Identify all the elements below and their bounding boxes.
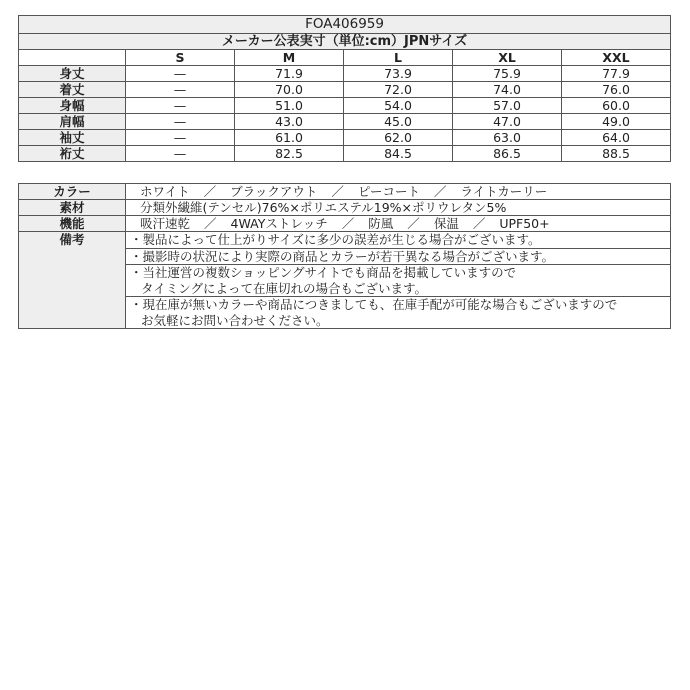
cell: — — [126, 82, 235, 98]
table-row — [19, 130, 671, 146]
note-line: ・撮影時の状況により実際の商品とカラーが若干異なる場合がございます。 — [130, 248, 555, 264]
row-label: 裄丈 — [19, 146, 126, 162]
size-header-m: M — [235, 50, 344, 66]
cell: 45.0 — [344, 114, 453, 130]
table-row — [19, 82, 671, 98]
notes-label: 備考 — [19, 232, 126, 329]
table-row — [19, 66, 671, 82]
row-label: 肩幅 — [19, 114, 126, 130]
color-item: ブラックアウト — [230, 184, 318, 199]
cell: 73.9 — [344, 66, 453, 82]
separator: ／ — [204, 216, 217, 231]
cell: 64.0 — [562, 130, 671, 146]
function-item: 保温 — [433, 216, 459, 231]
cell: 43.0 — [235, 114, 344, 130]
cell: 72.0 — [344, 82, 453, 98]
color-label: カラー — [19, 184, 126, 200]
function-item: 4WAYストレッチ — [230, 216, 328, 231]
cell: — — [126, 130, 235, 146]
cell: — — [126, 146, 235, 162]
cell: 74.0 — [453, 82, 562, 98]
size-table — [18, 15, 671, 162]
cell: 84.5 — [344, 146, 453, 162]
function-row — [19, 216, 671, 232]
material-value: 分類外繊維(テンセル)76%×ポリエステル19%×ポリウレタン5% — [126, 200, 671, 216]
material-label: 素材 — [19, 200, 126, 216]
table-row — [19, 146, 671, 162]
cell: 49.0 — [562, 114, 671, 130]
row-label: 身丈 — [19, 66, 126, 82]
note-line: タイミングによって在庫切れの場合もございます。 — [141, 280, 428, 296]
note-line: ・当社運営の複数ショッピングサイトでも商品を掲載していますので — [130, 265, 517, 280]
color-values — [126, 184, 671, 200]
cell: 77.9 — [562, 66, 671, 82]
cell: 82.5 — [235, 146, 344, 162]
cell: — — [126, 114, 235, 130]
size-header-xxl: XXL — [562, 50, 671, 66]
size-table-subtitle: メーカー公表実寸（単位:cm）JPNサイズ — [19, 34, 671, 50]
cell: 71.9 — [235, 66, 344, 82]
separator: ／ — [407, 216, 420, 231]
cell: 47.0 — [453, 114, 562, 130]
note-item — [126, 297, 671, 329]
table-row — [19, 98, 671, 114]
cell: — — [126, 66, 235, 82]
cell: 75.9 — [453, 66, 562, 82]
note-line: お気軽にお問い合わせください。 — [141, 312, 329, 328]
function-item: 吸汗速乾 — [140, 216, 191, 231]
separator: ／ — [341, 216, 355, 231]
cell: 86.5 — [453, 146, 562, 162]
cell: 61.0 — [235, 130, 344, 146]
function-item: UPF50+ — [499, 216, 550, 231]
cell: 62.0 — [344, 130, 453, 146]
color-item: ライトカーリー — [460, 184, 548, 199]
note-item — [126, 248, 671, 265]
note-item — [126, 265, 671, 297]
cell: 63.0 — [453, 130, 562, 146]
note-item — [126, 232, 671, 249]
function-label: 機能 — [19, 216, 126, 232]
size-header-s: S — [126, 50, 235, 66]
separator: ／ — [203, 184, 217, 199]
spec-table — [18, 183, 671, 329]
size-header-row — [19, 50, 671, 66]
separator: ／ — [331, 184, 344, 199]
color-item: ホワイト — [140, 184, 190, 199]
size-header-xl: XL — [453, 50, 562, 66]
size-header-l: L — [344, 50, 453, 66]
notes-row — [19, 232, 671, 249]
function-values — [126, 216, 671, 232]
note-line: ・現在庫が無いカラーや商品につきましても、在庫手配が可能な場合もございますので — [130, 297, 618, 312]
cell: — — [126, 98, 235, 114]
color-item: ピーコート — [357, 184, 420, 199]
cell: 70.0 — [235, 82, 344, 98]
cell: 88.5 — [562, 146, 671, 162]
row-label: 袖丈 — [19, 130, 126, 146]
cell: 57.0 — [453, 98, 562, 114]
separator: ／ — [472, 216, 486, 231]
cell: 51.0 — [235, 98, 344, 114]
size-header-corner — [19, 50, 126, 66]
color-row — [19, 184, 671, 200]
table-row — [19, 114, 671, 130]
function-item: 防風 — [368, 216, 394, 231]
cell: 60.0 — [562, 98, 671, 114]
row-label: 身幅 — [19, 98, 126, 114]
material-row — [19, 200, 671, 216]
cell: 54.0 — [344, 98, 453, 114]
separator: ／ — [433, 184, 447, 199]
cell: 76.0 — [562, 82, 671, 98]
row-label: 着丈 — [19, 82, 126, 98]
product-code: FOA406959 — [19, 16, 671, 34]
note-line: ・製品によって仕上がりサイズに多少の誤差が生じる場合がございます。 — [130, 232, 541, 247]
